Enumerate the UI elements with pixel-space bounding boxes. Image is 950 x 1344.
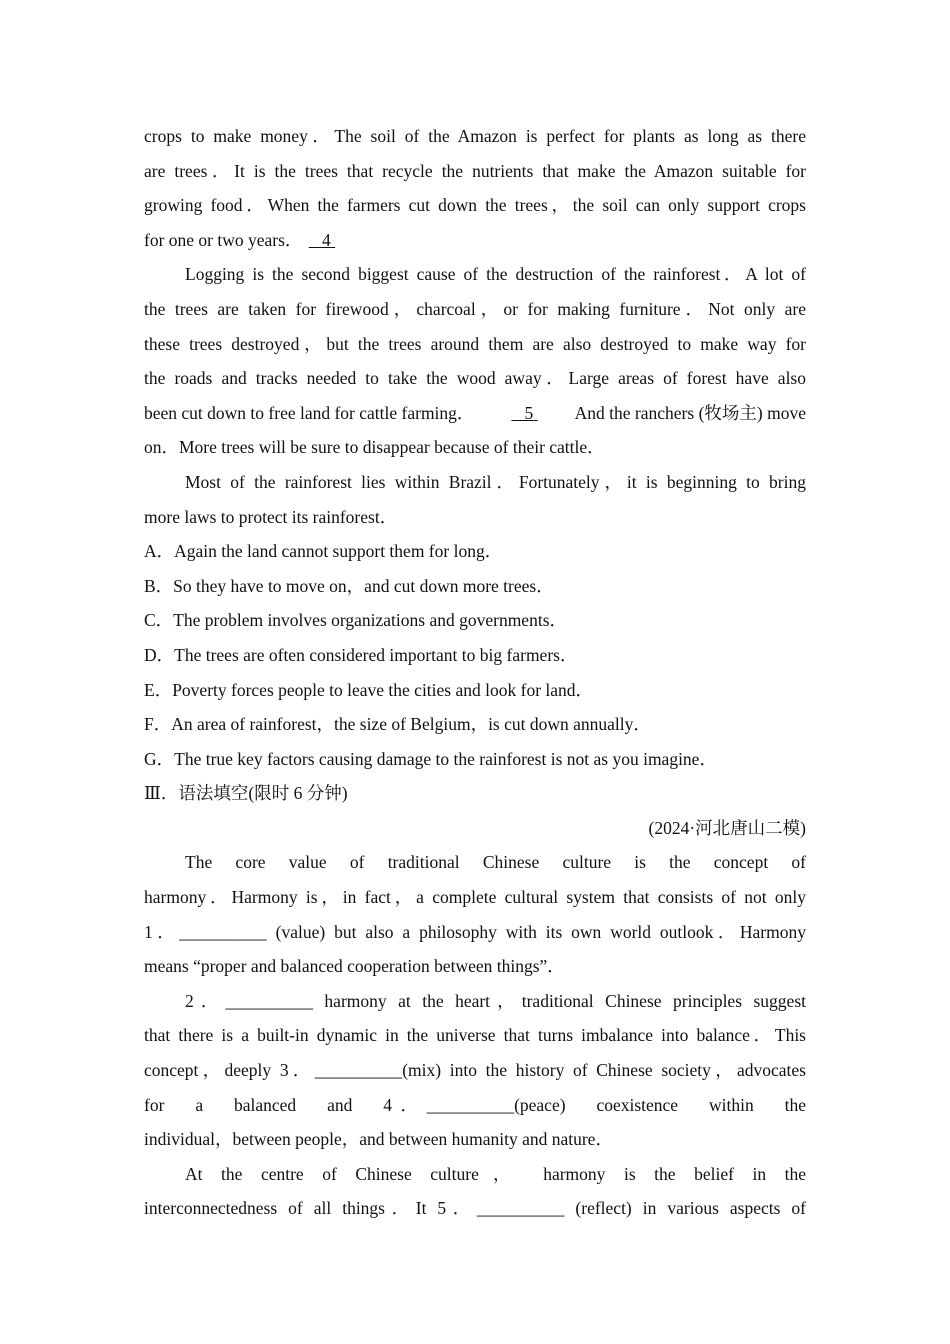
grammar-paragraph-line: 2．__________ harmony at the heart，traditional Chinese principles suggest	[185, 990, 806, 1011]
passage-text: for one or two years．	[144, 229, 303, 250]
brazil-paragraph-line: Most of the rainforest lies within Brazil．Fortunately，it is beginning to bring	[185, 471, 806, 492]
logging-paragraph-line: the roads and tracks needed to take the wood away．Large areas of forest have also	[144, 368, 806, 389]
option-b: B．So they have to move on，and cut down more trees．	[144, 575, 554, 596]
blank-5	[509, 396, 539, 431]
grammar-paragraph-line: harmony．Harmony is，in fact，a complete cultural system that consists of not only	[144, 887, 806, 908]
blank-5-number: 5	[524, 402, 534, 423]
grammar-paragraph-line: means “proper and balanced cooperation between things”．	[144, 956, 565, 977]
option-g: G．The true key factors causing damage to the rainforest is not as you imagine．	[144, 748, 717, 769]
option-e: E．Poverty forces people to leave the cities and look for land．	[144, 679, 594, 700]
passage-line: crops to make money．The soil of the Amazon is perfect for plants as long as there	[144, 126, 806, 146]
blank-4	[307, 230, 337, 250]
grammar-paragraph-line: individual，between people，and between humanity and nature．	[144, 1129, 613, 1150]
logging-paragraph-line: these trees destroyed，but the trees around them are also destroyed to make way for	[144, 333, 806, 354]
passage-line: growing food．When the farmers cut down the trees，the soil can only support crops	[144, 195, 806, 216]
option-a: A．Again the land cannot support them for long．	[144, 541, 503, 562]
logging-paragraph-line	[144, 396, 806, 431]
logging-paragraph-line: on．More trees will be sure to disappear because of their cattle．	[144, 437, 605, 458]
option-d: D．The trees are often considered important to big farmers．	[144, 644, 578, 665]
logging-paragraph-line: the trees are taken for firewood，charcoal，or for making furniture．Not only are	[144, 298, 806, 319]
document-page	[144, 119, 806, 1226]
logging-text: And the ranchers (牧场主) move	[574, 402, 806, 423]
blank-4-number: 4	[321, 229, 331, 250]
option-f: F．An area of rainforest，the size of Belgium，is cut down annually．	[144, 714, 651, 735]
source-note: (2024·河北唐山二模)	[648, 817, 806, 838]
grammar-paragraph-line: concept，deeply 3．__________(mix) into the history of Chinese society，advocates	[144, 1060, 806, 1081]
section-heading: Ⅲ．语法填空(限时 6 分钟)	[144, 783, 348, 804]
grammar-paragraph-line: The core value of traditional Chinese culture is the concept of	[185, 852, 806, 873]
grammar-paragraph-line: interconnectedness of all things．It 5．__________ (reflect) in various aspects of	[144, 1198, 806, 1219]
grammar-paragraph-line: 1．__________ (value) but also a philosophy with its own world outlook．Harmony	[144, 921, 806, 942]
passage-line: are trees．It is the trees that recycle the nutrients that make the Amazon suitable for	[144, 160, 806, 181]
passage-line	[144, 223, 806, 258]
logging-paragraph-line: Logging is the second biggest cause of the destruction of the rainforest．A lot of	[185, 264, 806, 285]
grammar-paragraph-line: that there is a built-in dynamic in the universe that turns imbalance into balance．This	[144, 1025, 806, 1046]
logging-text: been cut down to free land for cattle farming．	[144, 402, 475, 423]
grammar-paragraph-line: for a balanced and 4．__________(peace) coexistence within the	[144, 1094, 806, 1115]
brazil-paragraph-line: more laws to protect its rainforest．	[144, 506, 398, 527]
grammar-paragraph-line: At the centre of Chinese culture， harmony is the belief in the	[185, 1163, 806, 1184]
option-c: C．The problem involves organizations and governments．	[144, 610, 567, 631]
